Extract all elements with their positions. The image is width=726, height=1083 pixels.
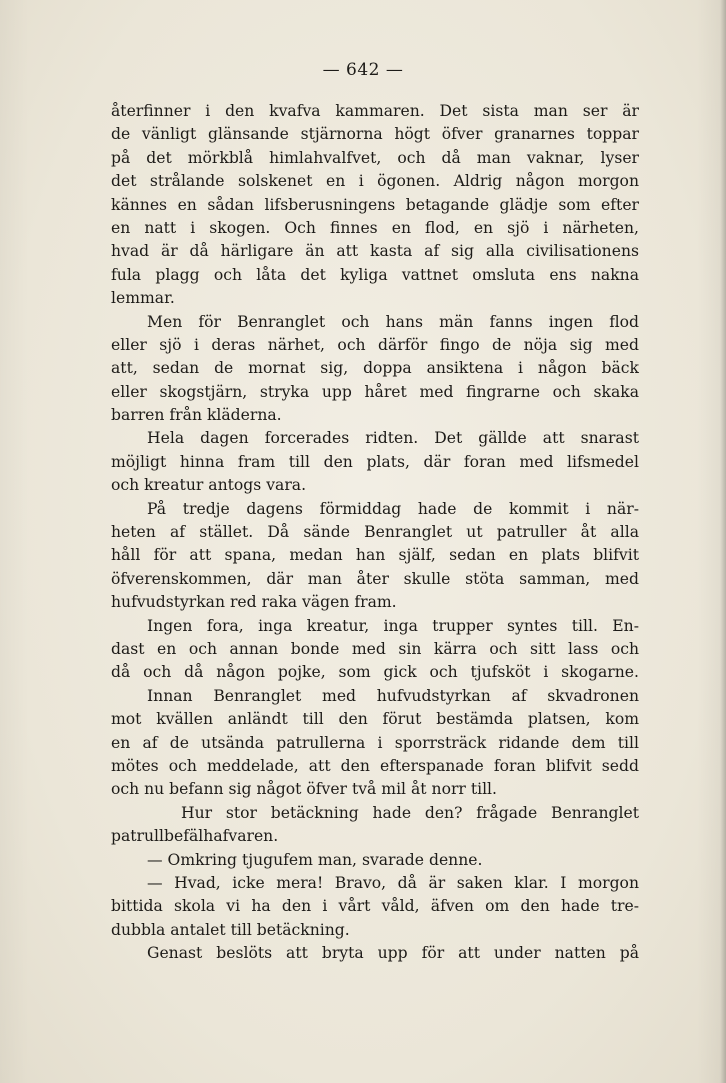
page-edge-shadow — [720, 0, 726, 1083]
text-line: hufvudstyrkan red raka vägen fram. — [111, 593, 397, 612]
text-line: Ingen fora, inga kreatur, inga trupper syntes till. En- — [147, 616, 639, 635]
text-line: Innan Benranglet med hufvudstyrkan af skvadronen — [147, 686, 639, 705]
text-line: eller skogstjärn, stryka upp håret med fingrarne och skaka — [111, 382, 639, 401]
text-line: barren från kläderna. — [111, 406, 282, 425]
text-line: — Hvad, icke mera! Bravo, då är saken klar. I morgon — [147, 873, 639, 892]
text-line: patrullbefälhafvaren. — [111, 827, 279, 846]
text-line: och kreatur antogs vara. — [111, 476, 307, 495]
text-line: Hur stor betäckning hade den? frågade Benranglet — [181, 803, 639, 822]
text-line: Genast beslöts att bryta upp för att under natten på — [147, 944, 639, 963]
text-line: På tredje dagens förmiddag hade de kommit i när- — [147, 499, 639, 518]
text-line: att, sedan de mornat sig, doppa ansiktena i någon bäck — [111, 359, 639, 378]
body-text — [111, 100, 639, 965]
text-line: mötes och meddelade, att den efterspanade foran blifvit sedd — [111, 756, 639, 775]
text-line: hvad är då härligare än att kasta af sig alla civilisationens — [111, 242, 639, 261]
page-number: — 642 — — [322, 60, 404, 80]
text-line: på det mörkblå himlahvalfvet, och då man vaknar, lyser — [111, 148, 639, 167]
text-line: — Omkring tjugufem man, svarade denne. — [147, 850, 483, 869]
text-line: Men för Benranglet och hans män fanns ingen flod — [147, 312, 639, 331]
text-line: eller sjö i deras närhet, och därför fingo de nöja sig med — [111, 335, 639, 354]
text-line: återfinner i den kvafva kammaren. Det sista man ser är — [111, 102, 639, 120]
text-line: en natt i skogen. Och finnes en flod, en sjö i närheten, — [111, 218, 639, 237]
text-line: fula plagg och låta det kyliga vattnet omsluta ens nakna — [111, 265, 639, 284]
text-line: kännes en sådan lifsberusningens betagande glädje som efter — [111, 195, 639, 214]
text-line: mot kvällen anländt till den förut bestämda platsen, kom — [111, 710, 639, 729]
text-line: dubbla antalet till betäckning. — [111, 920, 350, 939]
text-line: bittida skola vi ha den i vårt våld, äfven om den hade tre- — [111, 897, 639, 916]
text-line: dast en och annan bonde med sin kärra och sitt lass och — [111, 639, 639, 658]
text-line: öfverenskommen, där man åter skulle stöta samman, med — [111, 569, 639, 588]
text-line: då och då någon pojke, som gick och tjufsköt i skogarne. — [111, 663, 639, 682]
text-line: Hela dagen forcerades ridten. Det gällde att snarast — [147, 429, 639, 448]
text-line: möjligt hinna fram till den plats, där foran med lifsmedel — [111, 452, 639, 471]
text-line: det strålande solskenet en i ögonen. Aldrig någon morgon — [111, 172, 639, 191]
text-line: en af de utsända patrullerna i sporrsträck ridande dem till — [111, 733, 639, 752]
text-line: lemmar. — [111, 289, 175, 308]
text-line: och nu befann sig något öfver två mil åt norr till. — [111, 780, 498, 799]
text-line: de vänligt glänsande stjärnorna högt öfver granarnes toppar — [111, 125, 639, 144]
text-line: håll för att spana, medan han själf, sedan en plats blifvit — [111, 546, 639, 565]
text-line: heten af stället. Då sände Benranglet ut patruller åt alla — [111, 523, 639, 542]
